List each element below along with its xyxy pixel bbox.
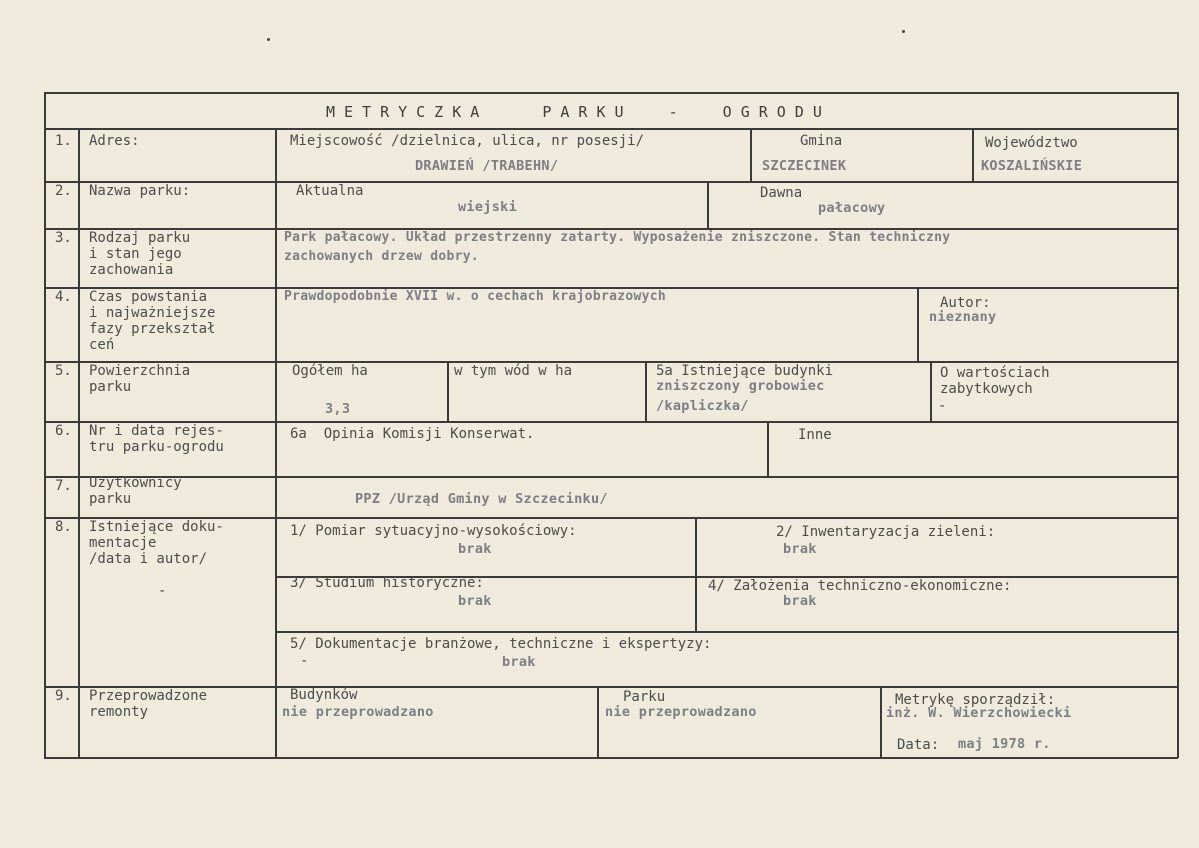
address-label: Adres: — [89, 133, 140, 149]
buildings-label: 5a Istniejące budynki — [656, 363, 834, 379]
historical-study-label: 3/ Studium historyczne: — [290, 575, 484, 591]
creation-time-label: Czas powstania — [89, 289, 208, 305]
number-column-divider — [78, 128, 80, 758]
row-number: 5. — [55, 363, 72, 379]
form-title: METRYCZKA PARKU - OGRODU — [326, 103, 831, 121]
survey-value: brak — [458, 541, 492, 557]
creation-time-label: fazy przekształ — [89, 321, 216, 337]
row-number: 3. — [55, 230, 72, 246]
branch-documentation-value: brak — [502, 654, 536, 670]
users-label: Użytkownicy — [89, 475, 182, 491]
cell-divider — [880, 686, 882, 757]
park-type-value: zachowanych drzew dobry. — [284, 249, 480, 264]
buildings-value: zniszczony grobowiec — [656, 378, 825, 394]
creation-time-label: ceń — [89, 337, 115, 353]
greenery-inventory-value: brak — [783, 541, 817, 557]
ink-speck — [902, 30, 905, 33]
current-name-value: wiejski — [458, 199, 517, 215]
row-number: 2. — [55, 183, 72, 199]
conservator-opinion-label: 6a Opinia Komisji Konserwat. — [290, 426, 535, 442]
park-renovations-value: nie przeprowadzano — [605, 704, 757, 720]
former-name-label: Dawna — [760, 185, 803, 201]
area-label: parku — [89, 379, 132, 395]
techno-economic-label: 4/ Założenia techniczno-ekonomiczne: — [708, 578, 1012, 594]
table-border-right — [1177, 92, 1179, 758]
park-type-label: i stan jego — [89, 246, 182, 262]
water-area-label: w tym wód w ha — [454, 363, 573, 379]
renovations-label: remonty — [89, 704, 149, 720]
other-label: Inne — [798, 427, 832, 443]
heritage-label: O wartościach — [940, 365, 1050, 381]
users-label: parku — [89, 491, 132, 507]
heritage-value: - — [938, 398, 947, 414]
table-border-bottom — [44, 757, 1178, 759]
park-name-label: Nazwa parku: — [89, 183, 191, 199]
prepared-by-value: inż. W. Wierzchowiecki — [886, 705, 1072, 721]
row-number: 4. — [55, 289, 72, 305]
registry-label: Nr i data rejes- — [89, 423, 224, 439]
documentation-label: mentacje — [89, 535, 157, 551]
buildings-value: /kapliczka/ — [656, 398, 749, 414]
row-number: 8. — [55, 519, 72, 535]
greenery-inventory-label: 2/ Inwentaryzacja zieleni: — [776, 524, 996, 540]
cell-divider — [695, 517, 697, 631]
cell-divider — [972, 128, 974, 181]
survey-label: 1/ Pomiar sytuacyjno-wysokościowy: — [290, 523, 577, 539]
cell-divider — [707, 181, 709, 228]
cell-divider — [930, 361, 932, 421]
branch-documentation-label: 5/ Dokumentacje branżowe, techniczne i ekspertyzy: — [290, 636, 712, 652]
locality-value: DRAWIEŃ /TRABEHN/ — [415, 158, 559, 174]
sub-row-divider — [275, 631, 1178, 633]
table-border-left — [44, 92, 46, 758]
row-number: 9. — [55, 688, 72, 704]
voivodeship-label: Województwo — [985, 135, 1078, 151]
voivodeship-value: KOSZALIŃSKIE — [981, 158, 1083, 174]
row-number: 6. — [55, 423, 72, 439]
date-label: Data: — [897, 737, 940, 753]
building-renovations-value: nie przeprowadzano — [282, 704, 434, 720]
row-divider — [44, 476, 1178, 478]
cell-divider — [917, 287, 919, 361]
park-type-label: zachowania — [89, 262, 174, 278]
date-value: maj 1978 r. — [958, 736, 1051, 752]
former-name-value: pałacowy — [818, 200, 886, 216]
cell-divider — [767, 421, 769, 476]
row-divider — [44, 361, 1178, 363]
author-label: Autor: — [940, 295, 991, 311]
documentation-label: Istniejące doku- — [89, 519, 224, 535]
cell-divider — [447, 361, 449, 421]
area-label: Powierzchnia — [89, 363, 191, 379]
creation-time-label: i najważniejsze — [89, 305, 216, 321]
total-area-label: Ogółem ha — [292, 363, 368, 379]
row-number: 1. — [55, 133, 72, 149]
prepared-by-label: Metrykę sporządził: — [895, 692, 1056, 708]
park-type-label: Rodzaj parku — [89, 230, 191, 246]
author-value: nieznany — [929, 309, 997, 325]
documentation-label: /data i autor/ — [89, 551, 208, 567]
ink-speck — [267, 38, 270, 41]
cell-divider — [597, 686, 599, 757]
renovations-label: Przeprowadzone — [89, 688, 208, 704]
row-divider — [44, 686, 1178, 688]
current-name-label: Aktualna — [296, 183, 364, 199]
commune-value: SZCZECINEK — [762, 158, 847, 174]
cell-divider — [750, 128, 752, 181]
commune-label: Gmina — [800, 133, 843, 149]
historical-study-value: brak — [458, 593, 492, 609]
registry-label: tru parku-ogrodu — [89, 439, 224, 455]
cell-divider — [645, 361, 647, 421]
branch-documentation-dash: - — [300, 653, 309, 669]
park-renovations-label: Parku — [623, 689, 666, 705]
users-value: PPZ /Urząd Gminy w Szczecinku/ — [355, 491, 608, 507]
building-renovations-label: Budynków — [290, 687, 358, 703]
row-number: 7. — [55, 478, 72, 494]
heritage-label: zabytkowych — [940, 381, 1033, 397]
label-column-divider — [275, 128, 277, 758]
creation-time-value: Prawdopodobnie XVII w. o cechach krajobrazowych — [284, 289, 666, 304]
row-divider — [44, 181, 1178, 183]
locality-label: Miejscowość /dzielnica, ulica, nr posesji/ — [290, 133, 645, 149]
total-area-value: 3,3 — [325, 401, 351, 417]
row-divider — [44, 128, 1178, 130]
park-type-value: Park pałacowy. Układ przestrzenny zatarty. Wyposażenie zniszczone. Stan techniczny — [284, 230, 951, 245]
techno-economic-value: brak — [783, 593, 817, 609]
table-border-top — [44, 92, 1178, 94]
documentation-dash: - — [158, 583, 167, 599]
